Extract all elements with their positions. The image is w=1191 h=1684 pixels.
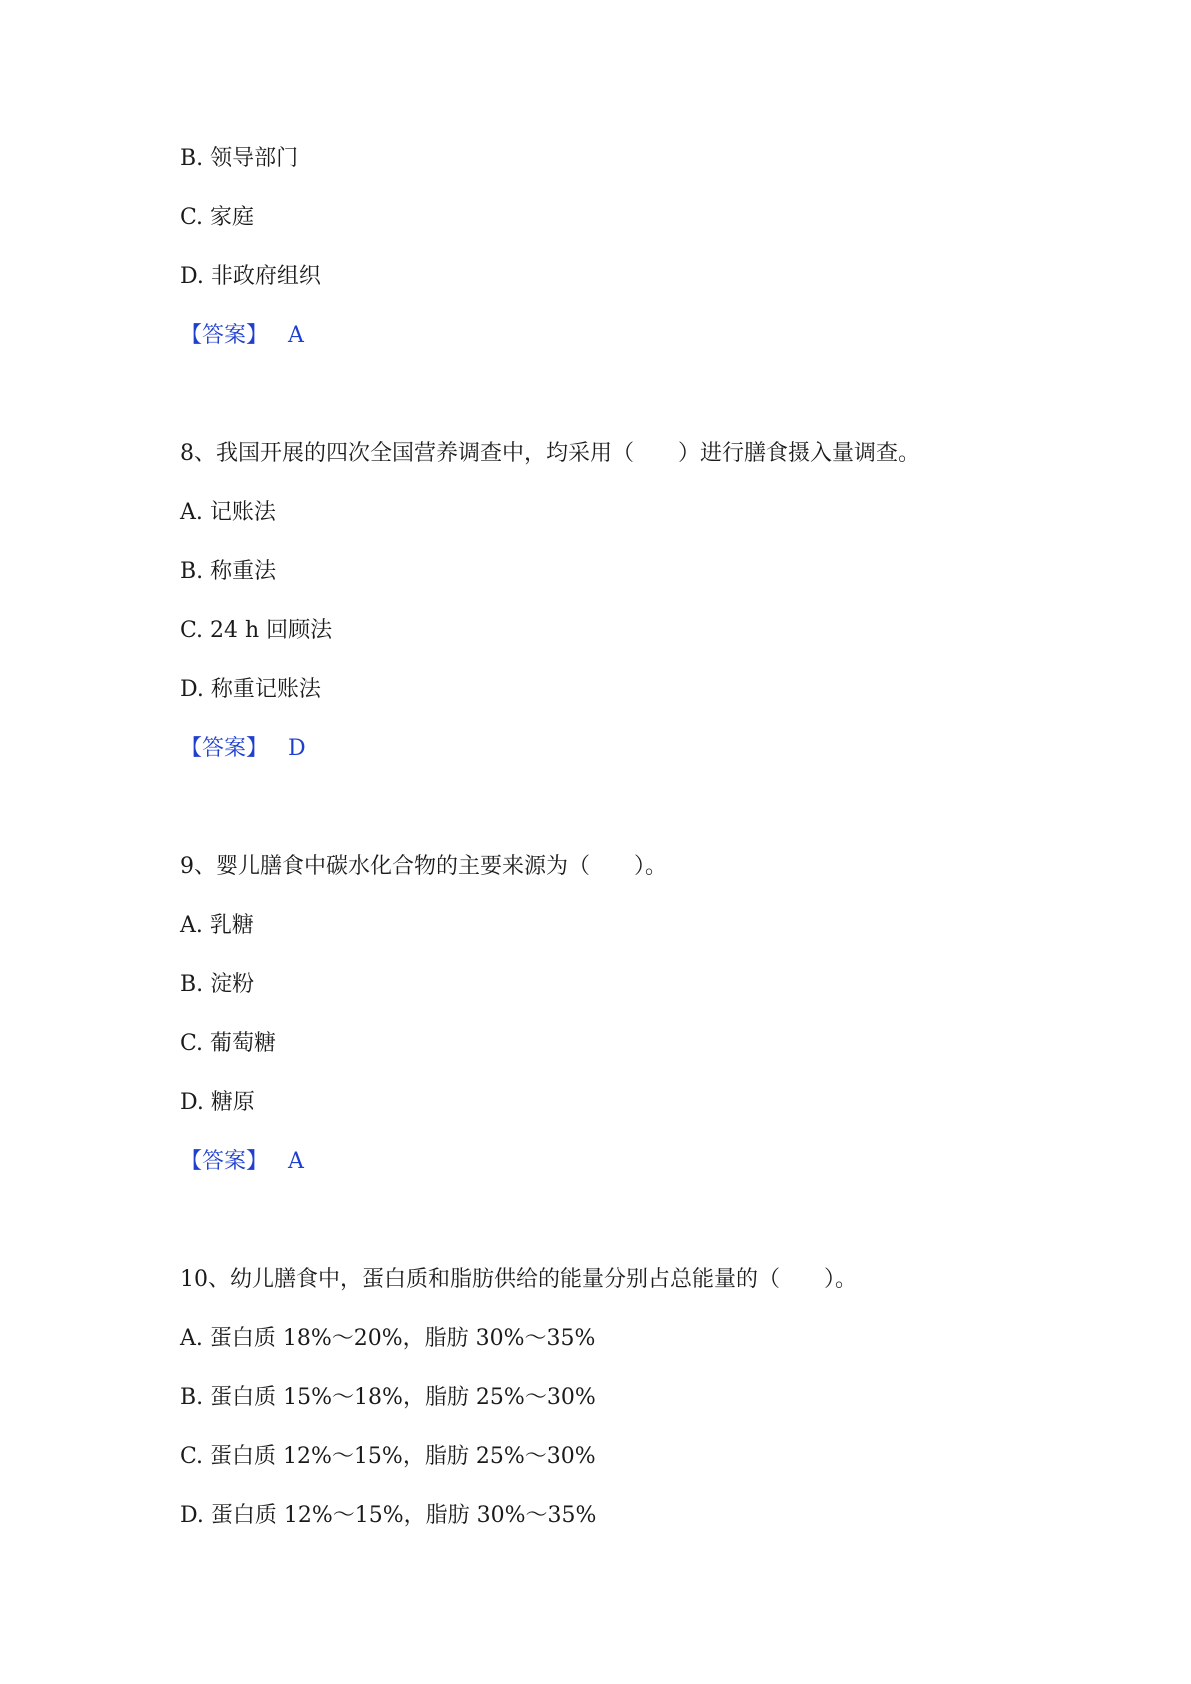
prev-answer <box>180 321 304 351</box>
q10-option-c: C. 蛋白质 12%～15%，脂肪 25%～30% <box>180 1444 596 1469</box>
q9-answer <box>180 1147 304 1177</box>
q10-stem: 10、幼儿膳食中，蛋白质和脂肪供给的能量分别占总能量的（ ）。 <box>180 1267 857 1292</box>
prev-option-b: B. 领导部门 <box>180 146 299 171</box>
q8-option-b: B. 称重法 <box>180 559 277 584</box>
answer-tag: 【答案】 <box>180 323 269 348</box>
q10-option-d: D. 蛋白质 12%～15%，脂肪 30%～35% <box>180 1503 597 1528</box>
q8-option-a: A. 记账法 <box>180 500 276 525</box>
q10-option-a: A. 蛋白质 18%～20%，脂肪 30%～35% <box>180 1326 596 1351</box>
q9-option-c: C. 葡萄糖 <box>180 1031 277 1056</box>
q9-option-d: D. 糖原 <box>180 1090 255 1115</box>
q9-option-b: B. 淀粉 <box>180 972 255 997</box>
q8-option-c: C. 24 h 回顾法 <box>180 618 333 643</box>
answer-tag: 【答案】 <box>180 1149 269 1174</box>
q10-option-b: B. 蛋白质 15%～18%，脂肪 25%～30% <box>180 1385 596 1410</box>
answer-tag: 【答案】 <box>180 736 269 761</box>
q9-option-a: A. 乳糖 <box>180 913 254 938</box>
prev-option-c: C. 家庭 <box>180 205 255 230</box>
answer-value: A <box>288 1149 304 1174</box>
q8-option-d: D. 称重记账法 <box>180 677 321 702</box>
q8-answer <box>180 734 306 764</box>
q9-stem: 9、婴儿膳食中碳水化合物的主要来源为（ ）。 <box>180 854 667 879</box>
answer-value: A <box>288 323 304 348</box>
prev-option-d: D. 非政府组织 <box>180 264 321 289</box>
q8-stem: 8、我国开展的四次全国营养调查中，均采用（ ）进行膳食摄入量调查。 <box>180 441 920 466</box>
answer-value: D <box>288 736 306 761</box>
